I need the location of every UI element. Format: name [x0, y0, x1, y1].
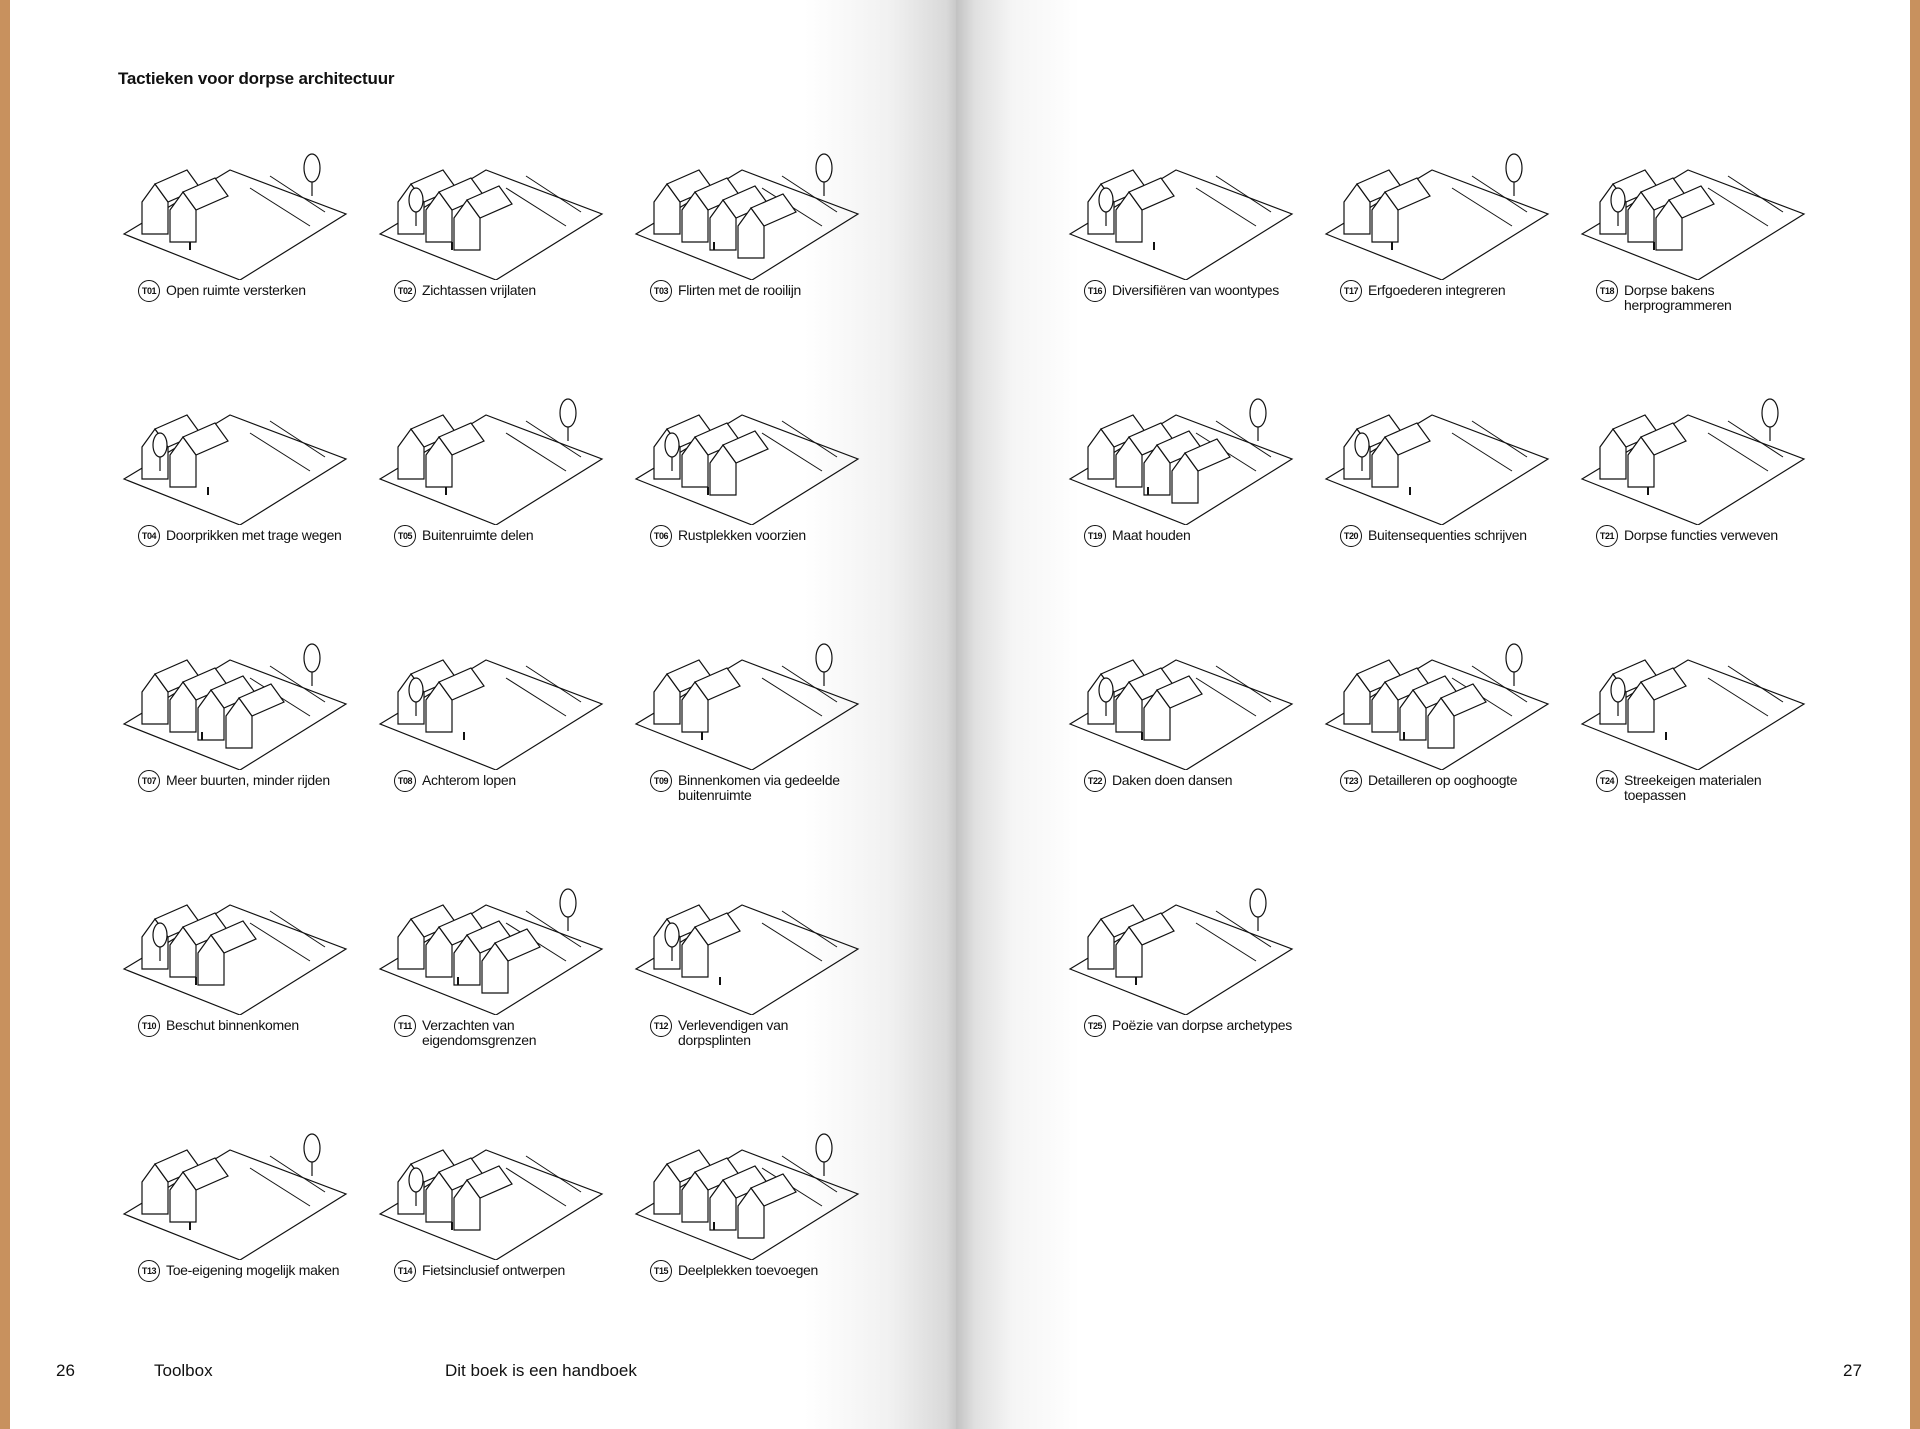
tactic-illustration	[632, 130, 862, 280]
tactic-item	[120, 130, 350, 340]
tactic-code-badge: T21	[1596, 525, 1618, 547]
tactic-code-badge: T22	[1084, 770, 1106, 792]
tactic-illustration	[120, 375, 350, 525]
tactic-illustration	[632, 620, 862, 770]
tactic-caption	[1084, 770, 1294, 792]
tactic-item	[1066, 865, 1296, 1075]
tactic-illustration	[1066, 375, 1296, 525]
tactic-caption	[650, 525, 860, 547]
tactic-illustration	[376, 865, 606, 1015]
tactic-illustration	[120, 130, 350, 280]
page-number-right: 27	[1843, 1361, 1862, 1380]
tactic-item	[120, 1110, 350, 1320]
tactic-label: Zichtassen vrijlaten	[422, 282, 536, 298]
tactic-illustration	[1322, 620, 1552, 770]
tactic-label: Poëzie van dorpse archetypes	[1112, 1017, 1292, 1033]
tactic-code-badge: T09	[650, 770, 672, 792]
tactic-code-badge: T02	[394, 280, 416, 302]
tactic-caption	[394, 1260, 604, 1282]
tactic-caption	[1340, 280, 1550, 302]
tactic-label: Verzachten van eigendomsgrenzen	[422, 1017, 537, 1048]
tactic-label: Flirten met de rooilijn	[678, 282, 802, 298]
page-number-left: 26	[56, 1361, 75, 1380]
tactic-code-badge: T03	[650, 280, 672, 302]
tactic-illustration	[632, 375, 862, 525]
tactic-caption	[650, 770, 860, 803]
tactic-illustration	[1322, 375, 1552, 525]
tactic-label: Verlevendigen van dorpsplinten	[678, 1017, 789, 1048]
tactic-item	[1322, 620, 1552, 830]
tactic-item	[376, 620, 606, 830]
tactic-code-badge: T14	[394, 1260, 416, 1282]
tactic-code-badge: T10	[138, 1015, 160, 1037]
tactic-code-badge: T15	[650, 1260, 672, 1282]
tactic-label: Achterom lopen	[422, 772, 516, 788]
tactic-code-badge: T20	[1340, 525, 1362, 547]
tactic-caption	[138, 1260, 348, 1282]
tactic-label: Maat houden	[1112, 527, 1191, 543]
footer-section: Toolbox	[154, 1361, 213, 1380]
tactic-label: Erfgoederen integreren	[1368, 282, 1506, 298]
tactic-item	[632, 620, 862, 830]
tactic-label: Toe-eigening mogelijk maken	[166, 1262, 340, 1278]
tactic-illustration	[1322, 130, 1552, 280]
tactic-illustration	[376, 620, 606, 770]
book-edge-left	[0, 0, 10, 1429]
tactic-code-badge: T12	[650, 1015, 672, 1037]
tactic-illustration	[1578, 375, 1808, 525]
tactic-code-badge: T04	[138, 525, 160, 547]
tactic-item	[1066, 130, 1296, 340]
book-edge-right	[1910, 0, 1920, 1429]
tactic-caption	[394, 770, 604, 792]
tactic-illustration	[120, 1110, 350, 1260]
tactic-illustration	[376, 130, 606, 280]
tactic-caption	[1596, 525, 1806, 547]
tactic-item	[632, 865, 862, 1075]
tactic-item	[1066, 375, 1296, 585]
tactic-code-badge: T06	[650, 525, 672, 547]
tactic-item	[632, 1110, 862, 1320]
tactic-item	[1578, 375, 1808, 585]
tactic-item	[1322, 130, 1552, 340]
tactic-caption	[394, 525, 604, 547]
tactic-caption	[138, 1015, 348, 1037]
tactic-item	[1066, 620, 1296, 830]
tactic-illustration	[1578, 130, 1808, 280]
tactic-item	[120, 620, 350, 830]
tactic-caption	[1596, 280, 1806, 313]
tactic-caption	[650, 280, 860, 302]
tactic-label: Buitensequenties schrijven	[1368, 527, 1527, 543]
tactic-label: Beschut binnenkomen	[166, 1017, 299, 1033]
tactic-item	[1578, 130, 1808, 340]
tactic-label: Detailleren op ooghoogte	[1368, 772, 1518, 788]
tactic-label: Dorpse functies verweven	[1624, 527, 1778, 543]
tactic-code-badge: T01	[138, 280, 160, 302]
tactic-label: Meer buurten, minder rijden	[166, 772, 330, 788]
tactic-code-badge: T07	[138, 770, 160, 792]
tactic-code-badge: T05	[394, 525, 416, 547]
tactic-caption	[650, 1260, 860, 1282]
tactic-item	[632, 375, 862, 585]
tactic-code-badge: T13	[138, 1260, 160, 1282]
tactic-caption	[1084, 280, 1294, 302]
tactic-code-badge: T11	[394, 1015, 416, 1037]
tactic-caption	[1084, 1015, 1294, 1037]
tactic-label: Binnenkomen via gedeelde buitenruimte	[678, 772, 840, 803]
tactic-item	[120, 375, 350, 585]
tactic-item	[1578, 620, 1808, 830]
tactic-illustration	[376, 1110, 606, 1260]
tactic-label: Rustplekken voorzien	[678, 527, 806, 543]
tactic-caption	[1596, 770, 1806, 803]
tactic-label: Streekeigen materialen toepassen	[1624, 772, 1762, 803]
tactic-item	[120, 865, 350, 1075]
tactic-label: Open ruimte versterken	[166, 282, 306, 298]
tactic-illustration	[632, 1110, 862, 1260]
tactic-item	[632, 130, 862, 340]
tactic-label: Buitenruimte delen	[422, 527, 534, 543]
tactic-item	[376, 1110, 606, 1320]
tactic-caption	[394, 1015, 604, 1048]
tactic-illustration	[632, 865, 862, 1015]
tactic-caption	[1084, 525, 1294, 547]
tactic-code-badge: T24	[1596, 770, 1618, 792]
tactic-label: Diversifiëren van woontypes	[1112, 282, 1279, 298]
tactic-code-badge: T16	[1084, 280, 1106, 302]
tactic-label: Fietsinclusief ontwerpen	[422, 1262, 565, 1278]
tactic-label: Dorpse bakens herprogrammeren	[1624, 282, 1732, 313]
tactic-illustration	[1066, 865, 1296, 1015]
tactic-label: Deelplekken toevoegen	[678, 1262, 819, 1278]
tactic-illustration	[376, 375, 606, 525]
tactic-label: Doorprikken met trage wegen	[166, 527, 342, 543]
tactic-caption	[1340, 770, 1550, 792]
page-title: Tactieken voor dorpse architectuur	[118, 69, 395, 88]
tactic-item	[1322, 375, 1552, 585]
tactic-illustration	[1066, 620, 1296, 770]
tactic-illustration	[120, 865, 350, 1015]
tactic-item	[376, 865, 606, 1075]
tactic-caption	[394, 280, 604, 302]
tactic-code-badge: T25	[1084, 1015, 1106, 1037]
footer-book-title: Dit boek is een handboek	[445, 1361, 637, 1380]
tactic-item	[376, 375, 606, 585]
tactic-caption	[138, 525, 348, 547]
tactic-item	[376, 130, 606, 340]
tactic-caption	[650, 1015, 860, 1048]
tactic-code-badge: T18	[1596, 280, 1618, 302]
tactic-illustration	[1578, 620, 1808, 770]
tactic-code-badge: T08	[394, 770, 416, 792]
tactic-caption	[138, 770, 348, 792]
tactic-code-badge: T17	[1340, 280, 1362, 302]
tactic-illustration	[1066, 130, 1296, 280]
tactic-code-badge: T23	[1340, 770, 1362, 792]
tactic-caption	[1340, 525, 1550, 547]
tactic-caption	[138, 280, 348, 302]
tactic-illustration	[120, 620, 350, 770]
tactic-label: Daken doen dansen	[1112, 772, 1233, 788]
tactic-code-badge: T19	[1084, 525, 1106, 547]
